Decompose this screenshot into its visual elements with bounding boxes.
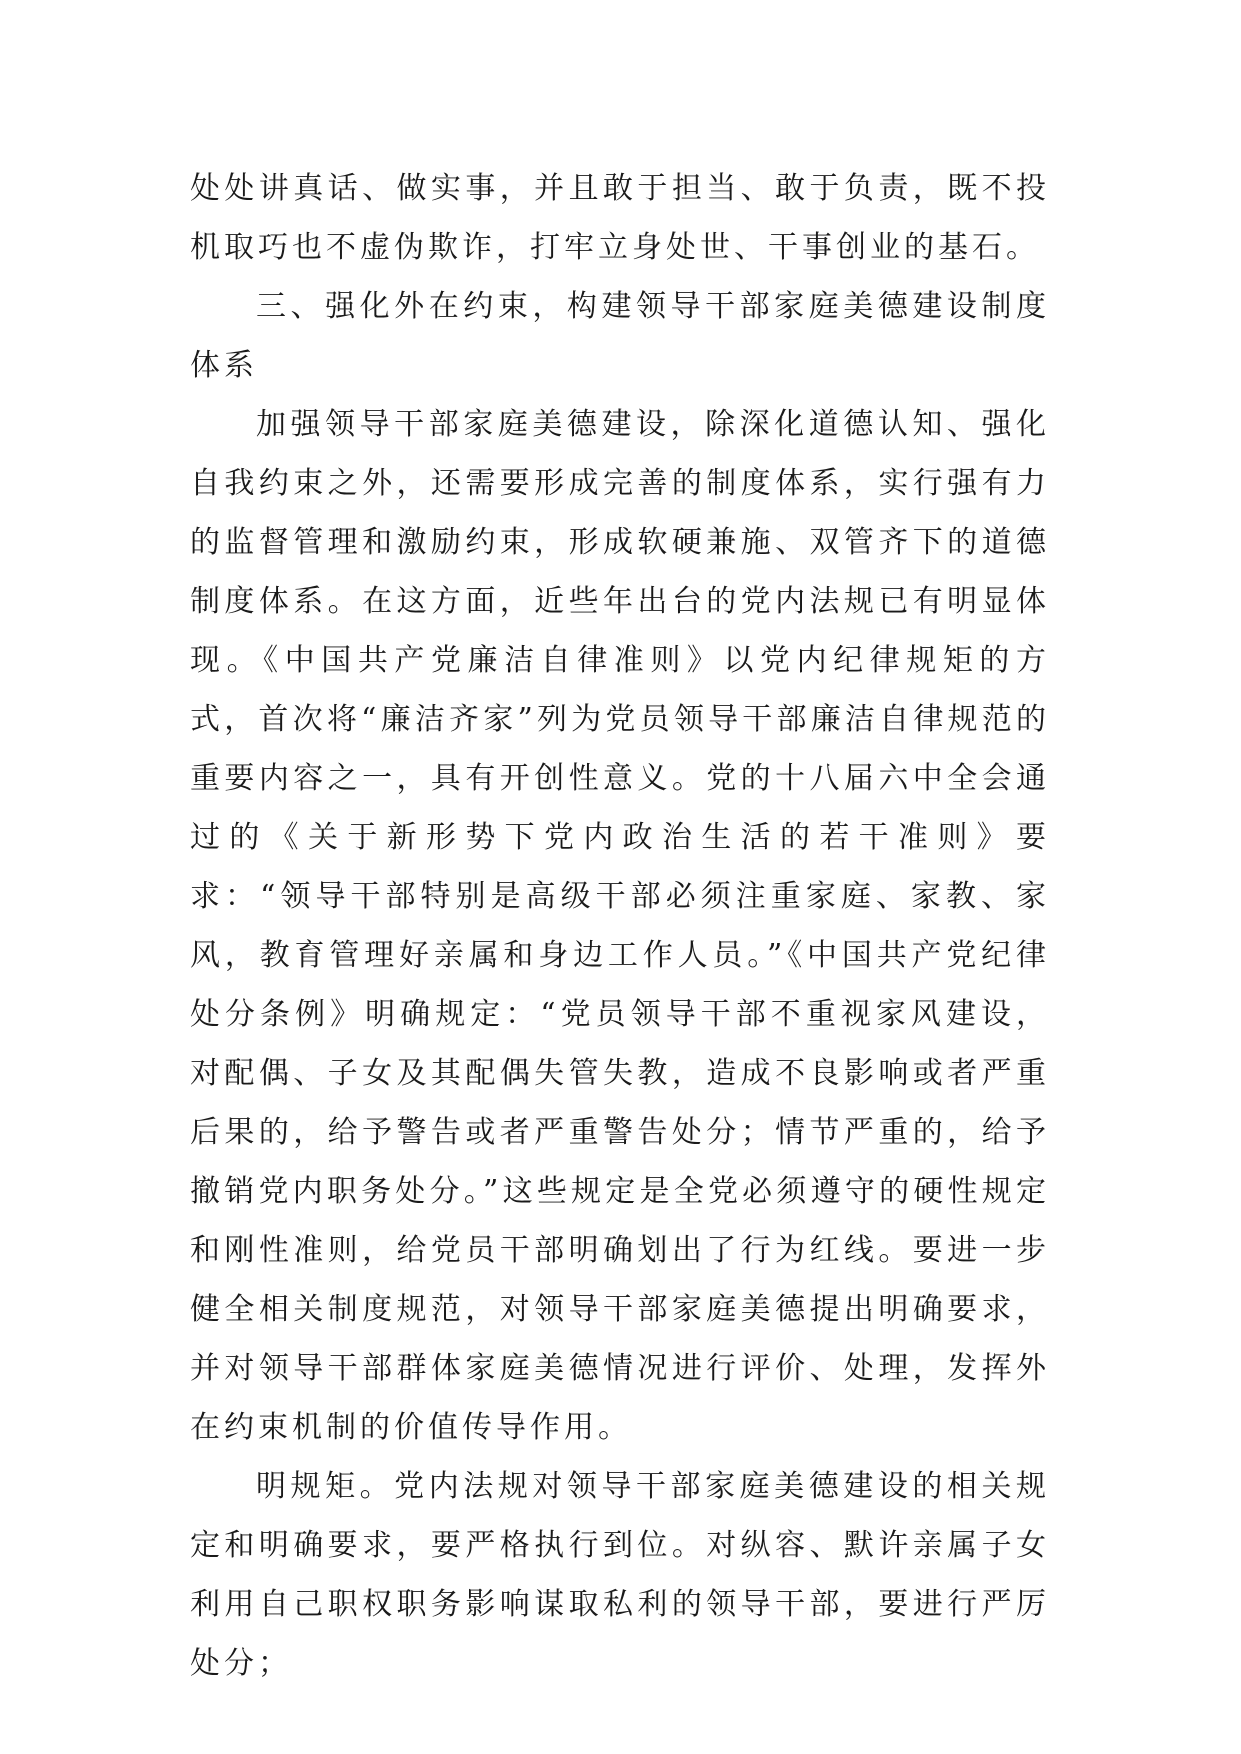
paragraph-rules: 明规矩。党内法规对领导干部家庭美德建设的相关规定和明确要求，要严格执行到位。对纵容、默许亲属子女利用自己职权职务影响谋取私利的领导干部，要进行严厉处分； [190,1469,1050,1681]
paragraph-body: 加强领导干部家庭美德建设，除深化道德认知、强化自我约束之外，还需要形成完善的制度体系，实行强有力的监督管理和激励约束，形成软硬兼施、双管齐下的道德制度体系。在这方面，近些年出台的党内法规已有明显体现。《中国共产党廉洁自律准则》以党内纪律规矩的方式，首次将“廉洁齐家”列为党员领导干部廉洁自律规范的重要内容之一，具有开创性意义。党的十八届六中全会通过的《关于新形势下党内政治生活的若干准则》要求：“领导干部特别是高级干部必须注重家庭、家教、家风，教育管理好亲属和身边工作人员。”《中国共产党纪律处分条例》明确规定：“党员领导干部不重视家风建设，对配偶、子女及其配偶失管失教，造成不良影响或者严重后果的，给予警告或者严重警告处分；情节严重的，给予撤销党内职务处分。”这些规定是全党必须遵守的硬性规定和刚性准则，给党员干部明确划出了行为红线。要进一步健全相关制度规范，对领导干部家庭美德提出明确要求，并对领导干部群体家庭美德情况进行评价、处理，发挥外在约束机制的价值传导作用。 [190,407,1050,1445]
section-heading: 三、强化外在约束，构建领导干部家庭美德建设制度体系 [190,289,1050,383]
paragraph-continuation: 处处讲真话、做实事，并且敢于担当、敢于负责，既不投机取巧也不虚伪欺诈，打牢立身处世、干事创业的基石。 [190,171,1050,265]
document-body [190,159,1050,1693]
